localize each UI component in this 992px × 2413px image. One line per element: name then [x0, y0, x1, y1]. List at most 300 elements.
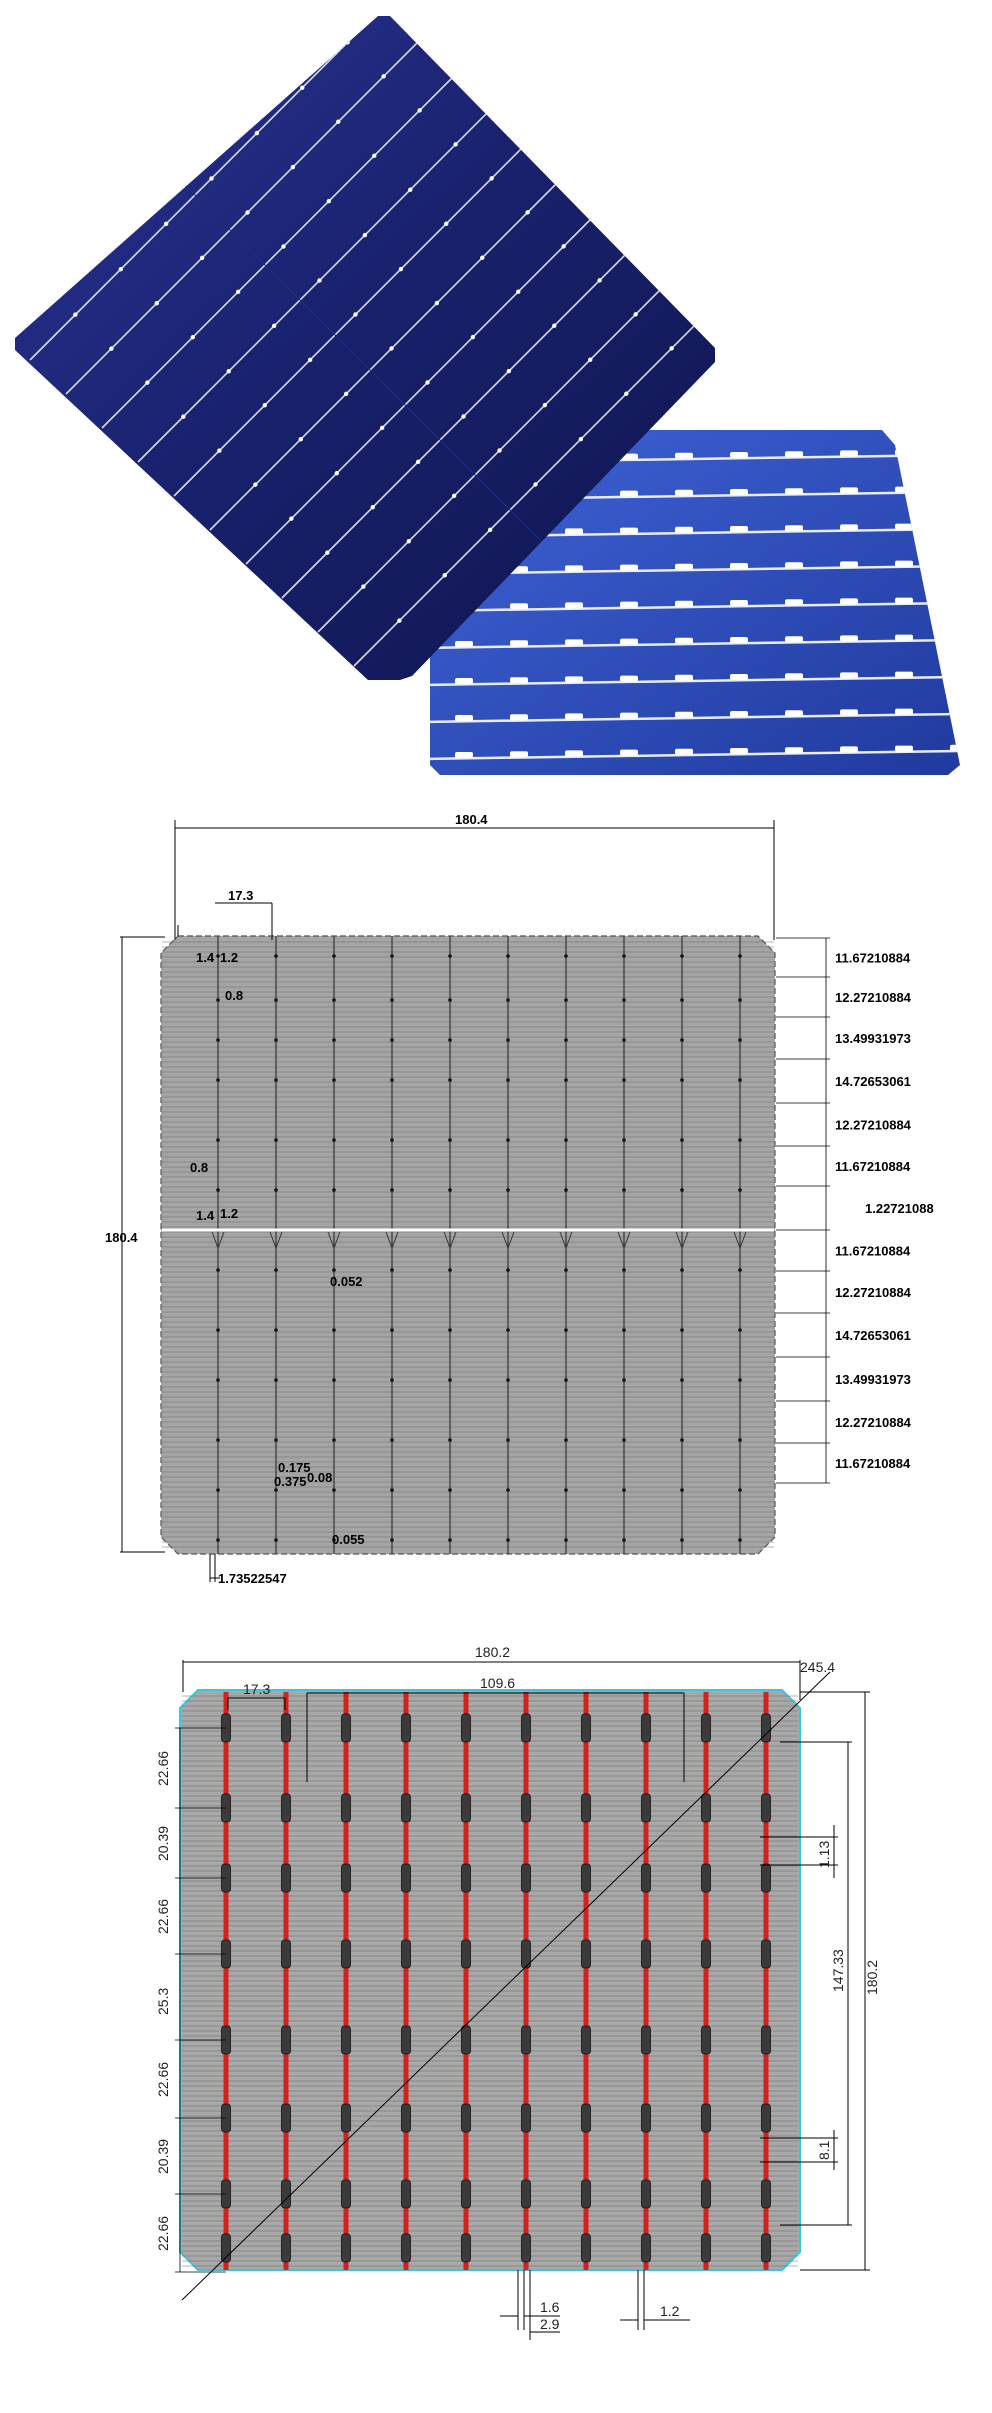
front-drawing-pad	[680, 1378, 684, 1382]
front-drawing-pad	[216, 1038, 220, 1042]
back-drawing-pad	[282, 2104, 291, 2132]
back-drawing-pad	[762, 1864, 771, 1892]
dim-bottom-offset	[210, 1554, 287, 1586]
pad-a-lower-label: 1.4	[196, 1208, 215, 1223]
front-drawing-pad	[274, 998, 278, 1002]
rear-photo-pad	[785, 673, 803, 679]
rear-photo-pad	[620, 713, 638, 719]
front-drawing-pad	[680, 998, 684, 1002]
front-drawing-pad	[506, 1078, 510, 1082]
front-drawing-pad	[506, 1188, 510, 1192]
back-bottom-b-label: 2.9	[540, 2316, 560, 2332]
front-drawing-pad	[332, 1328, 336, 1332]
front-photo-pad	[155, 301, 159, 305]
back-drawing-pad	[342, 1940, 351, 1968]
rear-photo-pad	[565, 602, 583, 608]
front-drawing-pad	[274, 1038, 278, 1042]
back-drawing-pad	[282, 1714, 291, 1742]
front-drawing-pad	[680, 954, 684, 958]
back-drawing-pad	[402, 1940, 411, 1968]
rear-photo-pad	[620, 750, 638, 756]
back-diagonal-label: 245.4	[800, 1659, 836, 1675]
back-drawing-pad	[642, 1940, 651, 1968]
back-drawing-pad	[462, 2180, 471, 2208]
rear-photo-pad	[510, 714, 528, 720]
front-drawing-pad	[680, 1268, 684, 1272]
rear-photo-pad	[675, 490, 693, 496]
rear-photo-pad	[785, 636, 803, 642]
rear-photo-pad	[565, 639, 583, 645]
front-photo-pad	[461, 414, 465, 418]
front-drawing-pad	[564, 1138, 568, 1142]
back-drawing-pad	[762, 2026, 771, 2054]
back-drawing-pad	[282, 2234, 291, 2262]
finger-width-a-label: 0.052	[330, 1274, 363, 1289]
rear-photo-pad	[730, 748, 748, 754]
back-drawing-pad	[702, 1864, 711, 1892]
back-drawing-pad	[462, 1940, 471, 1968]
front-drawing-pad	[564, 1438, 568, 1442]
back-drawing-pad	[462, 1794, 471, 1822]
back-drawing-pad	[702, 2026, 711, 2054]
rear-photo-pad	[455, 752, 473, 758]
front-segment-label: 17.3	[228, 888, 254, 903]
back-drawing-pad	[342, 1794, 351, 1822]
front-drawing-pad	[216, 998, 220, 1002]
front-photo-pad	[345, 40, 349, 44]
front-drawing-pad	[738, 1488, 742, 1492]
back-drawing-pad	[342, 2234, 351, 2262]
rear-photo-pad	[785, 488, 803, 494]
back-drawing-pad	[402, 1864, 411, 1892]
front-photo-pad	[417, 108, 421, 112]
front-photo-pad	[109, 346, 113, 350]
front-photo-pad	[399, 267, 403, 271]
rear-photo-pad	[675, 638, 693, 644]
back-drawing-pad	[702, 1940, 711, 1968]
rear-photo-pad	[455, 678, 473, 684]
rear-photo-pad	[895, 746, 913, 752]
rear-photo-pad	[730, 600, 748, 606]
dot-spacing-label: 0.8	[225, 988, 244, 1003]
left-spacing-label: 22.66	[155, 2061, 171, 2097]
front-photo-pad	[488, 528, 492, 532]
front-photo-pad	[489, 176, 493, 180]
bottom-offset-label: 1.73522547	[218, 1571, 287, 1586]
front-drawing-pad	[332, 998, 336, 1002]
back-drawing-pad	[642, 2104, 651, 2132]
back-drawing-pad	[642, 1864, 651, 1892]
front-drawing-pad	[274, 1188, 278, 1192]
front-drawing-pad	[390, 1328, 394, 1332]
front-drawing-pad	[390, 1538, 394, 1542]
back-drawing-pad	[402, 2180, 411, 2208]
rear-photo-pad	[675, 527, 693, 533]
front-drawing-pad	[680, 1438, 684, 1442]
rear-photo-pad	[895, 450, 913, 456]
rear-photo-pad	[785, 562, 803, 568]
front-drawing-pad	[564, 1488, 568, 1492]
front-drawing-pad	[448, 1138, 452, 1142]
front-drawing-pad	[680, 1538, 684, 1542]
back-drawing-pad	[522, 2180, 531, 2208]
back-segment-label: 17.3	[243, 1681, 271, 1697]
back-drawing-pad	[582, 1794, 591, 1822]
rear-photo-pad	[785, 451, 803, 457]
front-drawing-pad	[332, 954, 336, 958]
back-drawing-pad	[582, 2180, 591, 2208]
row-spacing-dimensions	[776, 938, 934, 1483]
front-drawing-pad	[332, 1438, 336, 1442]
front-photo-pad	[299, 437, 303, 441]
dim-segment-width	[215, 888, 272, 940]
front-photo-pad	[253, 482, 257, 486]
front-photo-pad	[344, 392, 348, 396]
front-photo-pad	[325, 550, 329, 554]
rear-photo-pad	[565, 528, 583, 534]
rear-photo-pad	[510, 751, 528, 757]
front-drawing-pad	[390, 1438, 394, 1442]
front-drawing-pad	[390, 998, 394, 1002]
front-photo-pad	[416, 460, 420, 464]
front-drawing-pad	[622, 1328, 626, 1332]
front-photo-pad	[255, 131, 259, 135]
front-photo-pad	[381, 74, 385, 78]
back-drawing-pad	[642, 2180, 651, 2208]
front-drawing-pad	[738, 998, 742, 1002]
rear-photo-pad	[730, 526, 748, 532]
front-drawing-pad	[738, 1438, 742, 1442]
front-drawing-pad	[332, 1268, 336, 1272]
rear-photo-pad	[620, 528, 638, 534]
rear-photo-pad	[730, 452, 748, 458]
front-photo-pad	[669, 346, 673, 350]
front-photo-pad	[425, 380, 429, 384]
back-drawing-pad	[462, 2026, 471, 2054]
front-drawing-pad	[738, 1328, 742, 1332]
row-spacing-label: 11.67210884	[835, 1243, 911, 1259]
front-drawing-pad	[564, 1538, 568, 1542]
front-photo-pad	[444, 222, 448, 226]
detail-b-label: 0.375	[274, 1474, 307, 1489]
row-spacing-label: 12.27210884	[835, 1117, 911, 1133]
rear-photo-pad	[730, 489, 748, 495]
front-drawing-pad	[680, 1138, 684, 1142]
front-drawing-pad	[564, 1268, 568, 1272]
back-drawing-pad	[462, 1864, 471, 1892]
front-side-drawing	[0, 800, 992, 1600]
front-drawing-pad	[738, 1138, 742, 1142]
back-drawing-pad	[522, 1794, 531, 1822]
front-drawing-pad	[680, 1328, 684, 1332]
rear-photo-pad	[895, 672, 913, 678]
front-width-label: 180.4	[455, 812, 488, 827]
front-drawing-pad	[448, 1328, 452, 1332]
front-drawing-pad	[390, 1078, 394, 1082]
front-photo-pad	[552, 324, 556, 328]
front-drawing-pad	[564, 1378, 568, 1382]
rear-photo-pad	[785, 710, 803, 716]
rear-photo-pad	[675, 564, 693, 570]
left-spacing-label: 22.66	[155, 2215, 171, 2251]
dot-spacing-side-label: 0.8	[190, 1160, 209, 1175]
solar-cell-photo	[0, 0, 992, 800]
rear-photo-pad	[565, 676, 583, 682]
front-drawing-pad	[448, 1078, 452, 1082]
rear-photo-pad	[785, 599, 803, 605]
back-width-label: 180.2	[475, 1644, 511, 1660]
rear-photo-pad	[675, 675, 693, 681]
front-drawing-pad	[448, 1378, 452, 1382]
front-drawing-pad	[738, 1378, 742, 1382]
front-cell-body	[161, 936, 775, 1554]
front-photo-pad	[543, 403, 547, 407]
detail-c-label: 0.08	[307, 1470, 333, 1485]
front-drawing-pad	[622, 1438, 626, 1442]
back-drawing-pad	[402, 1714, 411, 1742]
front-drawing-pad	[680, 1038, 684, 1042]
back-drawing-pad	[282, 1864, 291, 1892]
front-photo-pad	[300, 86, 304, 90]
front-photo-pad	[361, 584, 365, 588]
front-drawing-pad	[274, 1378, 278, 1382]
back-drawing-pad	[762, 1940, 771, 1968]
front-photo-pad	[480, 256, 484, 260]
front-drawing-pad	[216, 1488, 220, 1492]
front-drawing-pad	[564, 998, 568, 1002]
rear-photo-pad	[895, 709, 913, 715]
rear-photo-pad	[730, 674, 748, 680]
row-spacing-label: 12.27210884	[835, 1415, 911, 1430]
front-drawing-pad	[506, 1438, 510, 1442]
front-drawing-pad	[680, 1078, 684, 1082]
back-drawing-pad	[762, 2180, 771, 2208]
rear-photo-pad	[675, 601, 693, 607]
rear-photo-pad	[895, 635, 913, 641]
back-drawing-pad	[282, 1794, 291, 1822]
back-drawing-pad	[762, 1794, 771, 1822]
front-photo-pad	[73, 312, 77, 316]
front-photo-pad	[497, 448, 501, 452]
front-photo-pad	[236, 290, 240, 294]
front-drawing-pad	[564, 1078, 568, 1082]
front-drawing-pad	[216, 1328, 220, 1332]
rear-photo-pad	[840, 672, 858, 678]
front-photo-pad	[380, 426, 384, 430]
left-spacing-label: 20.39	[155, 2138, 171, 2174]
back-drawing-pad	[282, 2026, 291, 2054]
front-drawing-pad	[216, 1188, 220, 1192]
front-photo-pad	[624, 392, 628, 396]
back-drawing-pad	[582, 1864, 591, 1892]
back-drawing-pad	[702, 1714, 711, 1742]
back-drawing-pad	[642, 2234, 651, 2262]
front-photo-pad	[291, 165, 295, 169]
front-photo-pad	[217, 448, 221, 452]
row-spacing-label: 11.67210884	[835, 950, 911, 966]
front-drawing-pad	[506, 1378, 510, 1382]
rear-photo-pad	[675, 749, 693, 755]
front-drawing-pad	[332, 1138, 336, 1142]
rear-photo-pad	[510, 603, 528, 609]
front-drawing-pad	[390, 954, 394, 958]
front-photo-pad	[245, 210, 249, 214]
rear-photo-pad	[455, 641, 473, 647]
front-photo-pad	[227, 369, 231, 373]
front-height-label: 180.4	[105, 1230, 138, 1245]
back-inner-span-label: 109.6	[480, 1675, 516, 1691]
back-drawing-pad	[342, 1864, 351, 1892]
front-drawing-pad	[622, 1188, 626, 1192]
front-drawing-pad	[390, 1268, 394, 1272]
back-drawing-pad	[762, 1714, 771, 1742]
front-drawing-pad	[448, 1488, 452, 1492]
front-photo-pad	[272, 324, 276, 328]
finger-width-b-label: 0.055	[332, 1532, 365, 1547]
back-drawing-pad	[762, 2104, 771, 2132]
front-photo-pad	[119, 267, 123, 271]
rear-photo-pad	[730, 637, 748, 643]
back-vertical-span-label: 147.33	[830, 1949, 846, 1992]
rear-photo-pad	[840, 450, 858, 456]
front-drawing-pad	[564, 1038, 568, 1042]
rear-photo-pad	[840, 524, 858, 530]
front-drawing-pad	[506, 1328, 510, 1332]
rear-photo-pad	[620, 676, 638, 682]
front-drawing-pad	[216, 1078, 220, 1082]
front-drawing-pad	[448, 1038, 452, 1042]
back-drawing-pad	[642, 2026, 651, 2054]
rear-photo-pad	[895, 524, 913, 530]
front-drawing-pad	[738, 1268, 742, 1272]
row-spacing-label: 13.49931973	[835, 1372, 911, 1387]
front-drawing-pad	[448, 1268, 452, 1272]
front-drawing-pad	[564, 1328, 568, 1332]
front-photo-pad	[507, 369, 511, 373]
back-bottom-a-label: 1.6	[540, 2299, 560, 2315]
rear-photo-pad	[840, 635, 858, 641]
left-spacing-label: 20.39	[155, 1825, 171, 1861]
rear-photo-pad	[840, 561, 858, 567]
rear-photo-pad	[620, 602, 638, 608]
front-photo-pad	[327, 199, 331, 203]
rear-photo-pad	[950, 523, 968, 529]
back-pad-lower-label: 8.1	[816, 2140, 832, 2160]
front-drawing-pad	[622, 1378, 626, 1382]
front-drawing-pad	[274, 954, 278, 958]
back-bottom-c-label: 1.2	[660, 2303, 680, 2319]
rear-photo-pad	[840, 487, 858, 493]
front-photo-pad	[164, 222, 168, 226]
back-drawing-pad	[522, 2026, 531, 2054]
rear-photo-pad	[950, 597, 968, 603]
rear-photo-pad	[950, 486, 968, 492]
front-drawing-pad	[390, 1138, 394, 1142]
rear-photo-pad	[895, 487, 913, 493]
front-photo-pad	[588, 358, 592, 362]
front-photo-pad	[443, 573, 447, 577]
back-drawing-pad	[642, 1714, 651, 1742]
front-drawing-pad	[622, 1268, 626, 1272]
rear-photo-pad	[565, 565, 583, 571]
front-photo-pad	[317, 278, 321, 282]
front-drawing-pad	[738, 954, 742, 958]
pad-b-lower-label: 1.2	[220, 1206, 239, 1221]
dim-overall-width	[175, 812, 774, 940]
detail-a-label: 0.175	[278, 1460, 311, 1475]
back-drawing-pad	[642, 1794, 651, 1822]
front-drawing-pad	[332, 1378, 336, 1382]
rear-photo-pad	[510, 677, 528, 683]
front-drawing-pad	[622, 1488, 626, 1492]
front-photo-pad	[408, 188, 412, 192]
front-drawing-pad	[622, 1078, 626, 1082]
front-drawing-pad	[274, 1138, 278, 1142]
front-photo-pad	[363, 233, 367, 237]
solar-cell-photo-svg	[0, 0, 992, 800]
front-drawing-pad	[448, 1188, 452, 1192]
rear-photo-pad	[565, 750, 583, 756]
back-drawing-svg	[0, 1600, 992, 2408]
back-cell-body	[180, 1690, 800, 2270]
dim-back-bottom	[500, 2270, 690, 2340]
front-drawing-pad	[622, 998, 626, 1002]
front-drawing-pad	[564, 954, 568, 958]
back-drawing-pad	[402, 2026, 411, 2054]
front-drawing-pad	[332, 1078, 336, 1082]
front-drawing-pad	[680, 1488, 684, 1492]
rear-photo-pad	[565, 713, 583, 719]
rear-photo-pad	[895, 561, 913, 567]
rear-photo-pad	[675, 712, 693, 718]
dim-overall-height	[105, 937, 165, 1552]
front-photo-pad	[281, 244, 285, 248]
front-photo-pad	[452, 494, 456, 498]
back-drawing-pad	[462, 2104, 471, 2132]
rear-photo-pad	[620, 565, 638, 571]
front-photo-pad	[191, 335, 195, 339]
front-drawing-svg	[0, 800, 992, 1600]
front-drawing-pad	[506, 1268, 510, 1272]
front-drawing-pad	[564, 1188, 568, 1192]
front-photo-pad	[579, 437, 583, 441]
rear-photo-pad	[950, 745, 968, 751]
back-drawing-pad	[462, 2234, 471, 2262]
front-photo-pad	[371, 505, 375, 509]
front-drawing-pad	[216, 1268, 220, 1272]
front-photo-pad	[561, 244, 565, 248]
front-photo-pad	[200, 256, 204, 260]
back-drawing-pad	[582, 1940, 591, 1968]
back-drawing-pad	[282, 2180, 291, 2208]
front-drawing-pad	[506, 1038, 510, 1042]
front-drawing-pad	[448, 1538, 452, 1542]
front-drawing-pad	[506, 1538, 510, 1542]
left-spacing-label: 22.66	[155, 1750, 171, 1786]
front-drawing-pad	[622, 1538, 626, 1542]
row-spacing-label: 14.72653061	[835, 1074, 911, 1089]
front-photo-pad	[181, 414, 185, 418]
back-drawing-pad	[762, 2234, 771, 2262]
row-spacing-label: 12.27210884	[835, 990, 911, 1005]
front-drawing-pad	[390, 1038, 394, 1042]
back-drawing-pad	[282, 1940, 291, 1968]
front-photo-pad	[407, 539, 411, 543]
front-drawing-pad	[622, 954, 626, 958]
front-drawing-pad	[738, 1188, 742, 1192]
front-photo-pad	[263, 403, 267, 407]
back-drawing-pad	[522, 2234, 531, 2262]
